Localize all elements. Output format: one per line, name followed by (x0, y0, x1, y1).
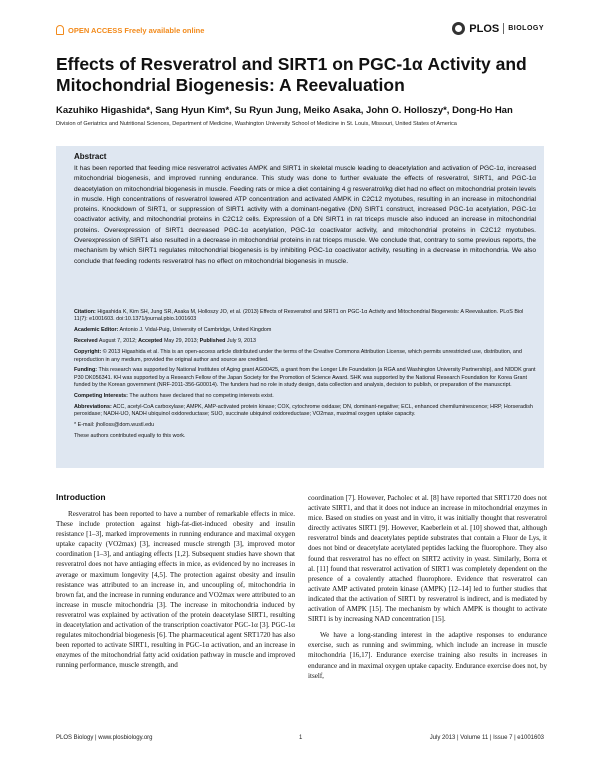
accepted-date: May 29, 2013; (163, 338, 199, 345)
copyright-line (74, 349, 536, 364)
abstract-section (74, 152, 536, 267)
funding-line (74, 367, 536, 389)
footer-issue: July 2013 | Volume 11 | Issue 7 | e1001603 (429, 735, 544, 741)
logo-divider (503, 23, 504, 34)
introduction-heading: Introduction (56, 492, 106, 502)
received-date: August 7, 2012; (98, 338, 137, 345)
accepted-label: Accepted (138, 338, 163, 345)
copyright-text: © 2013 Higashida et al. This is an open-access article distributed under the terms of the Creative Commons Attribution License, which permits unrestricted use, distribution, and reproduction in any medium, provided the original author and source are credited. (74, 349, 522, 363)
author-list: Kazuhiko Higashida*, Sang Hyun Kim*, Su Ryun Jung, Meiko Asaka, John O. Holloszy*, Dong-Ho Han (56, 105, 513, 116)
journal-name: BIOLOGY (508, 25, 544, 32)
page-footer (56, 735, 544, 745)
received-label: Received (74, 338, 98, 345)
intro-paragraph-1-cont: coordination [7]. However, Pacholec et al. [8] have reported that SRT1720 does not activate SIRT1, and that it does not induce an increase in mitochondrial enzymes in mice. Based on studies on yeast and in vitro, it was initially thought that resveratrol directly activates SIRT1 [9]. However, Kaeberlein et al. [10] showed that, although resveratrol binds and deacetylates peptide substrates that contain a Fluor de Lys, it does not bind or deacetylate acetylated peptides lacking the fluorophore. They also found that resveratrol has no effect on SIRT2 activity in yeast. Similarly, Borra et al. [11] found that resveratrol activation of SIRT1 was completely dependent on the presence of a covalently attached fluorophore. Evidence that resveratrol can activate AMP activated protein kinase (AMPK) [12–14] led to further studies that indicated that the activation of SIRT1 by resveratrol is indirect, and is mediated by activation of AMPK [15]. The mechanism by which AMPK is thought to activate SIRT1 is by increasing NAD concentration [15]. (308, 494, 547, 624)
abstract-text: It has been reported that feeding mice resveratrol activates AMPK and SIRT1 in skeletal muscle leading to deacetylation and activation of PGC-1α, increased mitochondrial biogenesis, and improved running endurance. This study was done to further evaluate the effects of resveratrol, SIRT1, and PGC-1α deacetylation on mitochondrial biogenesis in muscle. Feeding rats or mice a diet containing 4 g resveratrol/kg diet had no effect on mitochondrial protein levels in muscle. High concentrations of resveratrol lowered ATP concentration and activated AMPK in C2C12 myotubes, resulting in an increase in mitochondrial proteins. Knockdown of SIRT1, or suppression of SIRT1 activity with a dominant-negative (DN) SIRT1 construct, increased PGC-1α acetylation, PGC-1α coactivator activity, and mitochondrial proteins in C2C12 cells. Expression of a DN SIRT1 in rat triceps muscle also induced an increase in mitochondrial proteins. Overexpression of SIRT1 decreased PGC-1α acetylation, PGC-1α coactivator activity, and mitochondrial proteins in C2C12 myotubes. Overexpression of SIRT1 also resulted in a decrease in mitochondrial proteins in rat triceps muscle. We conclude that, contrary to some previous reports, the mechanism by which SIRT1 regulates mitochondrial biogenesis is by inhibiting PGC-1α coactivator activity, resulting in a decrease in mitochondria. We also conclude that feeding rodents resveratrol has no effect on mitochondrial biogenesis in muscle. (74, 165, 536, 265)
intro-left-column (56, 509, 295, 671)
competing-line (74, 393, 536, 400)
published-date: July 9, 2013 (226, 338, 256, 345)
competing-text: The authors have declared that no competing interests exist. (129, 393, 274, 400)
dates-line (74, 338, 536, 345)
editor-label: Academic Editor: (74, 327, 119, 334)
equal-contrib-line: These authors contributed equally to this work. (74, 433, 186, 440)
open-access-label: OPEN ACCESS Freely available online (68, 25, 205, 35)
published-label: Published (199, 338, 226, 345)
competing-label: Competing Interests: (74, 393, 128, 400)
abbrev-text: ACC, acetyl-CoA carboxylase; AMPK, AMP-activated protein kinase; COX, cytochrome oxidase; DN, dominant-negative; ECL, enhanced chemiluminescence; HRP, Horseradish peroxidase; NADH-UO, NADH ubiquinol oxidoreductase; SUO, succinate ubiquinol oxidoreductase; VO2max, maximal oxygen uptake capacity. (74, 404, 533, 418)
email-line[interactable]: * E-mail: jholloss@dom.wustl.edu (74, 422, 155, 429)
article-title: Effects of Resveratrol and SIRT1 on PGC-1α Activity and Mitochondrial Biogenesis: A Reevaluation (56, 54, 527, 95)
affiliation: Division of Geriatrics and Nutritional Sciences, Department of Medicine, Washington University School of Medicine in St. Louis, Missouri, United States of America (56, 121, 457, 127)
intro-right-column (308, 493, 547, 681)
brand-name: PLOS (469, 22, 500, 35)
funding-text: This research was supported by National Institutes of Aging grant AG00425, a grant from the Longer Life Foundation (a RGA and Washington University Partnership), and NIDDK grant P30 DK056341. KH was supported by a Research Fellow of the Japan Society for the Promotion of Science Award. SHK was supported by the National Research Foundation for Korea Grant funded by the Korean government (NRF-2011-356-G00014). The funders had no role in study design, data collection and analysis, decision to publish, or preparation of the manuscript. (74, 367, 536, 389)
abbrev-label: Abbreviations: (74, 404, 112, 411)
copyright-label: Copyright: (74, 349, 102, 356)
open-lock-icon (56, 25, 64, 35)
plos-circle-icon (452, 22, 465, 35)
abbrev-line (74, 404, 536, 419)
citation-text: Higashida K, Kim SH, Jung SR, Asaka M, Holloszy JO, et al. (2013) Effects of Resveratrol and SIRT1 on PGC-1α Activity and Mitochondrial Biogenesis: A Reevaluation. PLoS Biol 11(7): e1001603. doi:10.1371/journal.pbio.1001603 (74, 309, 524, 323)
citation-label: Citation: (74, 309, 96, 315)
article-metadata (74, 309, 536, 444)
editor-text: Antonio J. Vidal-Puig, University of Cambridge, United Kingdom (119, 327, 272, 334)
plos-logo (452, 22, 544, 35)
citation-line (74, 309, 536, 324)
intro-paragraph-1: Resveratrol has been reported to have a number of remarkable effects in mice. These include protection against high-fat-diet-induced obesity and insulin resistance [1–3], marked improvements in running endurance and maximal oxygen uptake capacity (VO2max) [3], increased muscle strength [3], improved motor coordination [1–3], and antiaging effects [1,2]. Subsequent studies have shown that resveratrol does not have antiaging effects in mice, as evidenced by no increases in average or maximum longevity [4,5]. The protection against obesity and insulin resistance was attributed to an increase in, and uncoupling of, mitochondria in brown fat, and the increase in running endurance and VO2max were attributed to an increase in muscle mitochondria [3]. The increase in mitochondria induced by resveratrol was explained by activation of the protein deacetylase SIRT1, resulting in deacetylation and activation of the transcription coactivator PGC-1α [3]. PGC-1α regulates mitochondrial biogenesis [6]. The pharmaceutical agent SRT1720 has also been reported to activate SIRT1, resulting in PGC-1α activation, and an increase in enzymes of the mitochondrial fatty acid oxidation pathway in muscle and improved running performance, muscle strength, and (56, 510, 295, 670)
footer-journal[interactable]: PLOS Biology | www.plosbiology.org (56, 735, 153, 741)
editor-line (74, 327, 536, 334)
open-access-badge (56, 25, 204, 35)
journal-header (56, 22, 544, 40)
intro-paragraph-2: We have a long-standing interest in the adaptive responses to endurance exercise, such as running and swimming, which include an increase in muscle mitochondria [16,17]. Endurance exercise training also results in increases in endurance and in maximal oxygen uptake capacity. Endurance exercise does not, by itself, (308, 631, 547, 680)
page-number: 1 (299, 735, 303, 741)
funding-label: Funding: (74, 367, 98, 374)
abstract-heading: Abstract (74, 152, 107, 161)
